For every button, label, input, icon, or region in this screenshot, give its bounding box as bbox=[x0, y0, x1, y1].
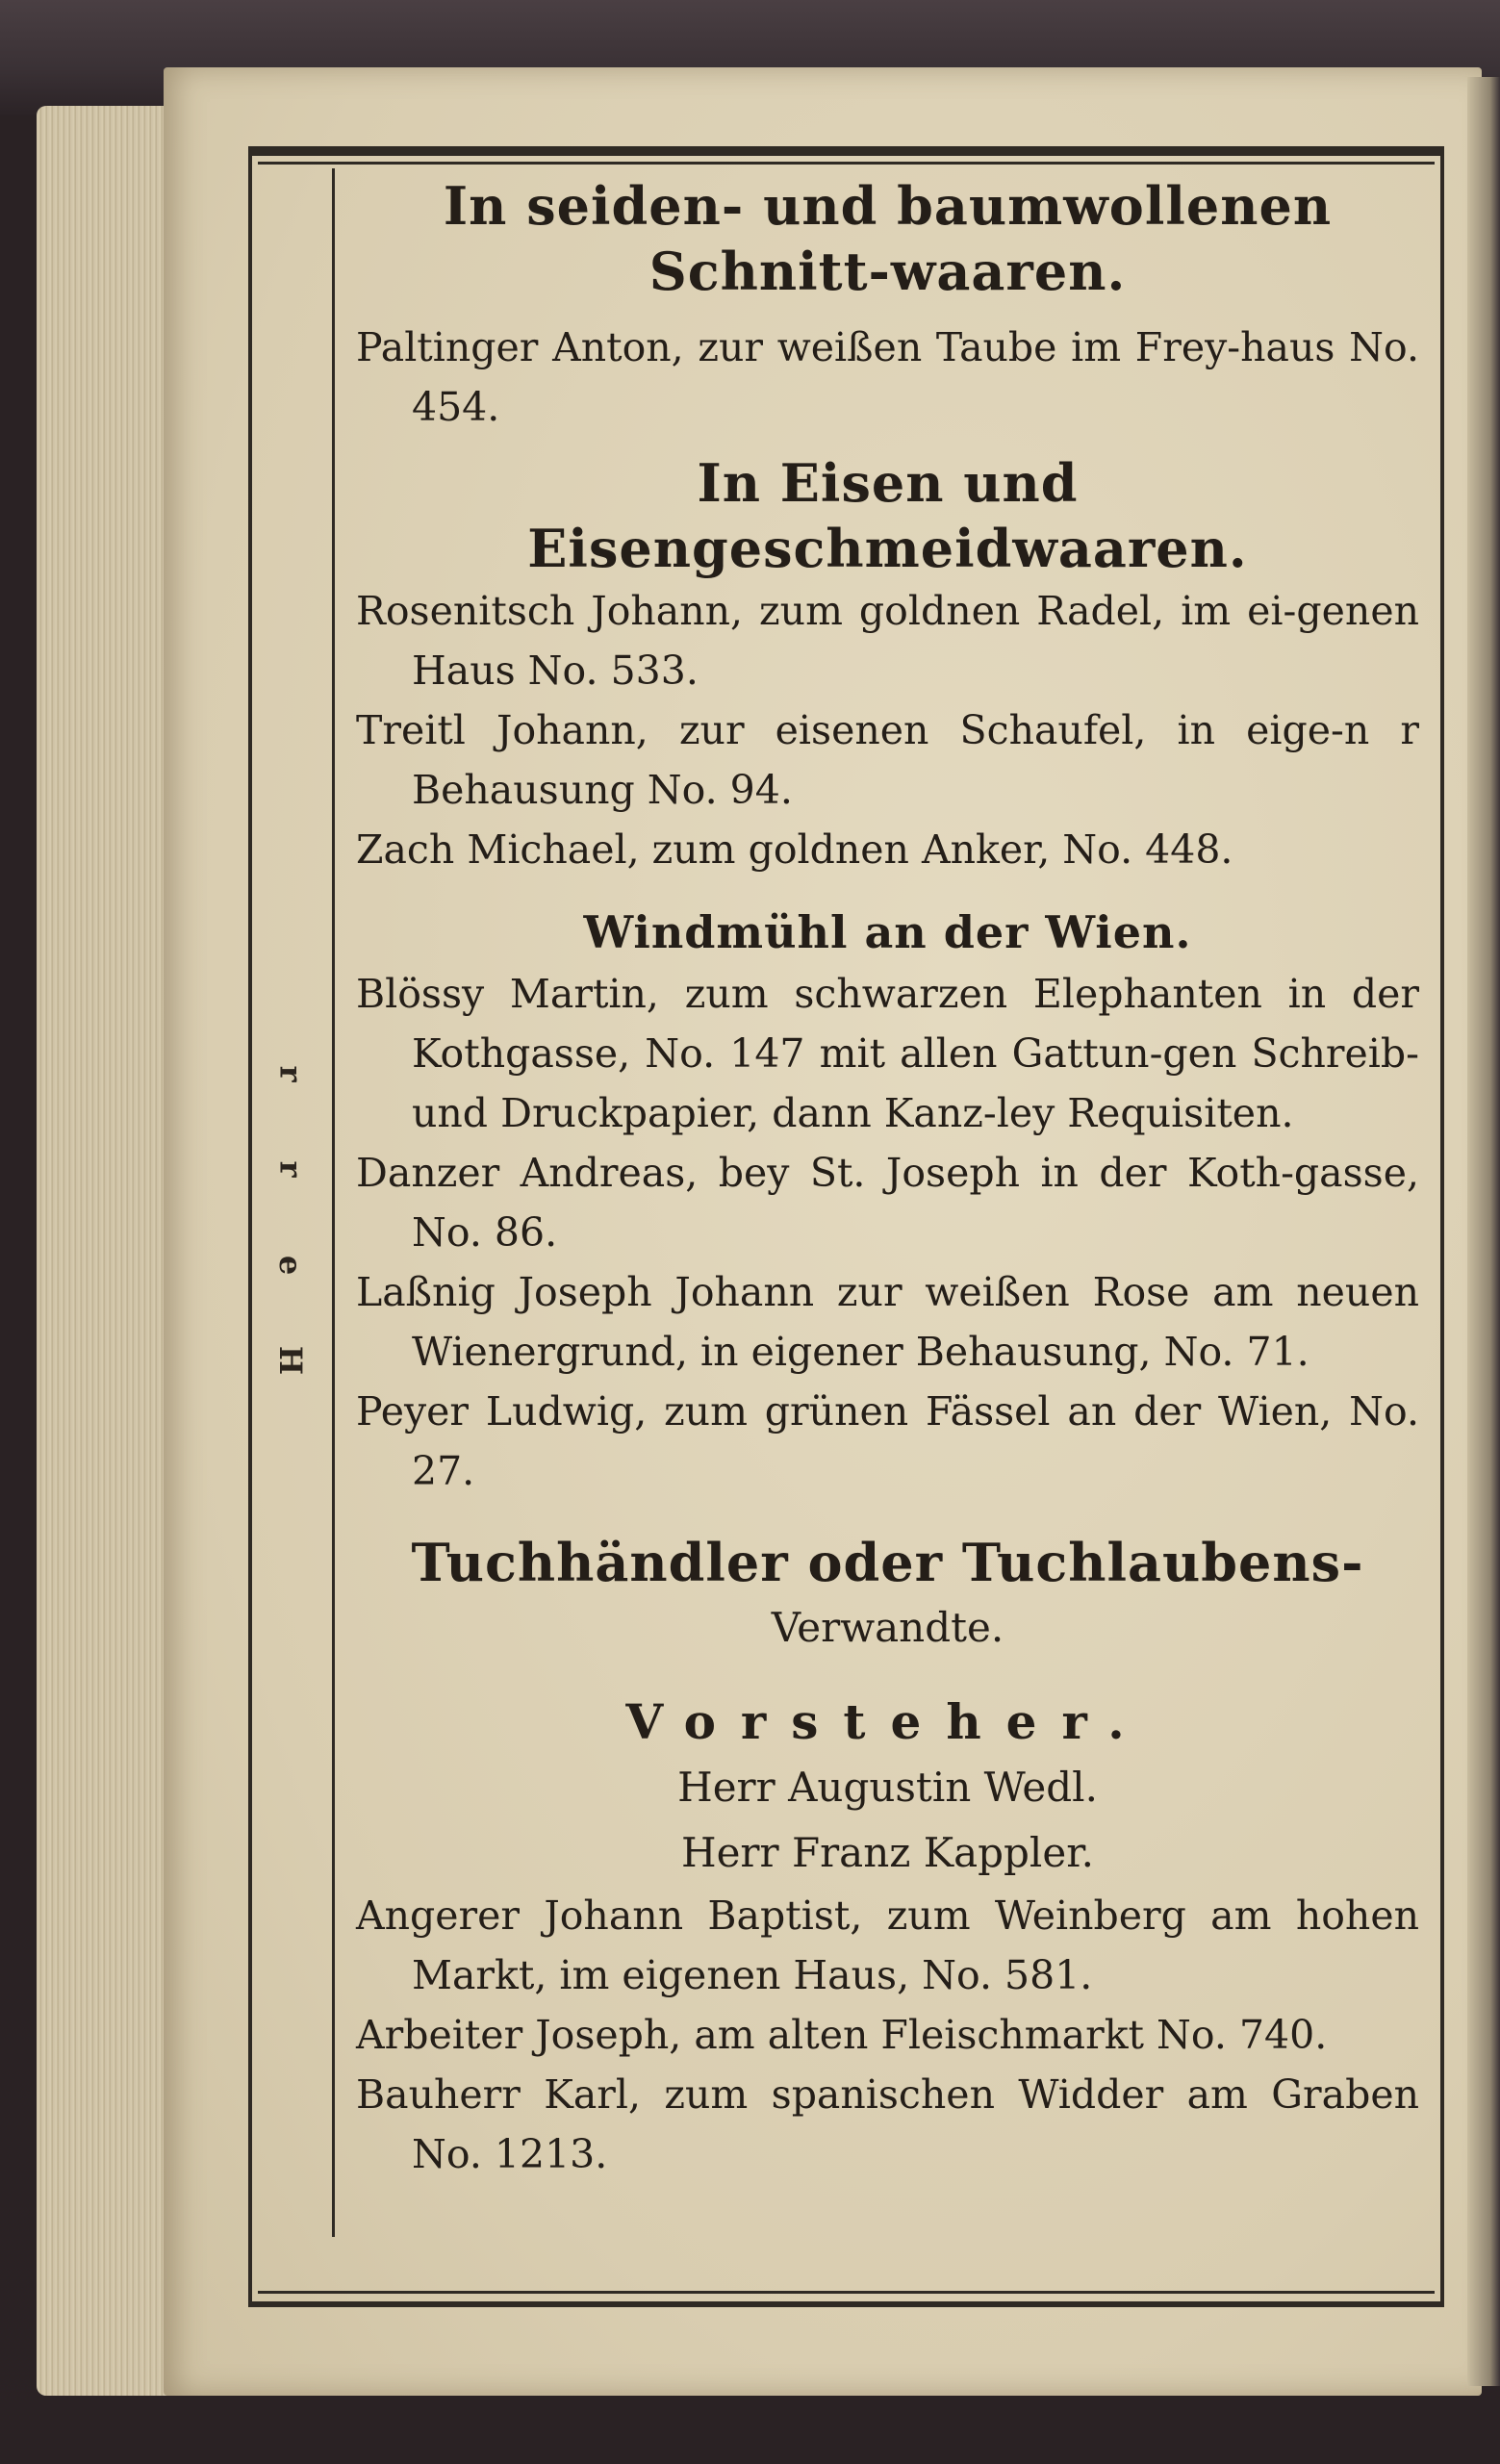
directory-entry: Zach Michael, zum goldnen Anker, No. 448. bbox=[356, 826, 1233, 873]
officer-name: Herr Augustin Wedl. bbox=[677, 1764, 1098, 1811]
running-side-header bbox=[271, 1058, 310, 1376]
officer-name: Herr Franz Kappler. bbox=[680, 1829, 1095, 1876]
section-heading: In Eisen und Eisengeschmeidwaaren. bbox=[527, 452, 1248, 579]
section-heading: Tuchhändler oder Tuchlaubens- bbox=[411, 1532, 1364, 1593]
directory-entry: Rosenitsch Johann, zum goldnen Radel, im ei-genen Haus No. 533. bbox=[356, 588, 1419, 694]
directory-entry: Danzer Andreas, bey St. Joseph in der Koth-gasse, No. 86. bbox=[356, 1150, 1419, 1256]
directory-entry: Arbeiter Joseph, am alten Fleischmarkt No. 740. bbox=[356, 2012, 1328, 2058]
directory-entry: Blössy Martin, zum schwarzen Elephanten in der Kothgasse, No. 147 mit allen Gattun-gen Schreib- und Druckpapier, dann Kanz-ley Requisiten. bbox=[356, 971, 1419, 1136]
directory-entry: Peyer Ludwig, zum grünen Fässel an der Wien, No. 27. bbox=[356, 1388, 1419, 1494]
directory-entry: Paltinger Anton, zur weißen Taube im Frey-haus No. 454. bbox=[356, 324, 1419, 430]
side-header-letter: H bbox=[271, 1345, 309, 1376]
side-header-letter: e bbox=[271, 1255, 309, 1275]
directory-entry: Bauherr Karl, zum spanischen Widder am Graben No. 1213. bbox=[356, 2071, 1419, 2177]
section-heading: In seiden- und baumwollenen Schnitt-waaren. bbox=[443, 175, 1333, 302]
side-header-letter: r bbox=[271, 1160, 309, 1178]
directory-entry: Laßnig Joseph Johann zur weißen Rose am neuen Wienergrund, in eigener Behausung, No. 71. bbox=[356, 1269, 1419, 1375]
side-header-letter: r bbox=[271, 1065, 309, 1082]
page-gutter bbox=[1467, 77, 1500, 2386]
directory-entry: Treitl Johann, zur eisenen Schaufel, in eige-n r Behausung No. 94. bbox=[356, 707, 1419, 813]
directory-entry: Angerer Johann Baptist, zum Weinberg am hohen Markt, im eigenen Haus, No. 581. bbox=[356, 1892, 1419, 1998]
section-heading: Windmühl an der Wien. bbox=[583, 906, 1192, 958]
section-subheading: Verwandte. bbox=[771, 1604, 1004, 1651]
side-rule bbox=[332, 168, 335, 2237]
page-content bbox=[356, 173, 1419, 2251]
officers-heading: Vorsteher. bbox=[625, 1693, 1150, 1750]
